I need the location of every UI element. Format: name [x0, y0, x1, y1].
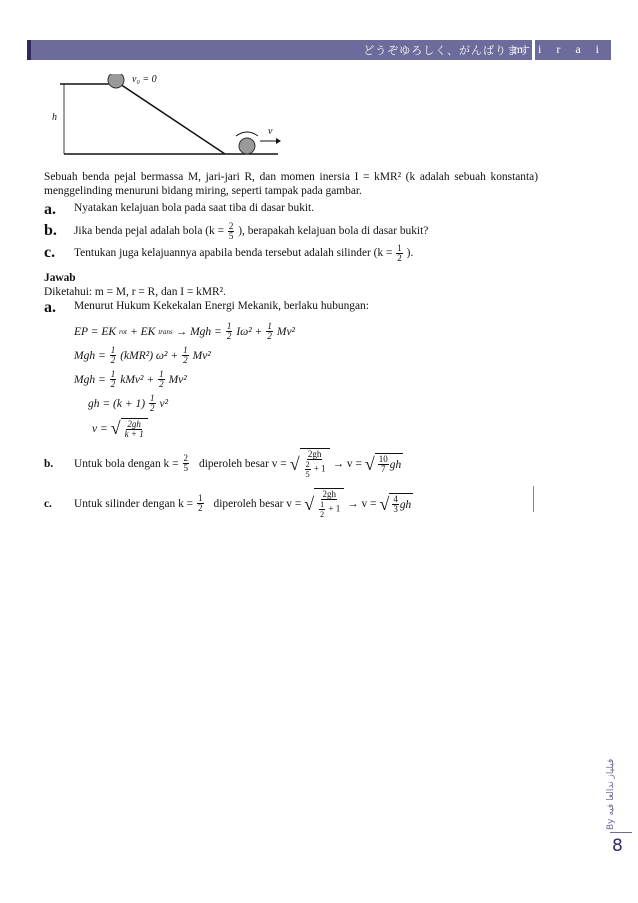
frac-k-c: [197, 494, 204, 513]
frac-num: 2: [305, 460, 310, 469]
gh-term: gh: [389, 458, 402, 471]
answer-c-content: [74, 488, 413, 519]
frac-den: 5: [305, 470, 310, 479]
question-b-text-2: ), berapakah kelajuan bola di dasar bukit?: [238, 225, 429, 238]
frac-half: [158, 370, 165, 389]
problem-text: Sebuah benda pejal bermassa M, jari-jari R, dan momen inersia I = kMR² (k adalah sebuah konstanta) menggelinding menuruni bidang miring, seperti tampak pada gambar.: [44, 171, 538, 197]
frac-num: 1: [226, 321, 232, 331]
page-number: 8: [612, 836, 623, 856]
page-number-rule: [610, 832, 632, 833]
question-c-fraction: [396, 244, 403, 263]
eq3-lhs: Mgh =: [74, 373, 106, 386]
frac-den: 5: [183, 463, 188, 473]
answer-a: [44, 299, 538, 317]
frac-den: 2: [159, 379, 164, 389]
frac-num: 1: [110, 369, 116, 379]
frac-den: k + 1: [124, 429, 144, 439]
eq3-term2: Mv²: [168, 373, 187, 386]
question-c-label: c.: [44, 244, 56, 261]
frac-num: 1: [320, 500, 325, 509]
frac-num: 1: [150, 393, 155, 403]
frac-den: 3: [393, 504, 398, 514]
sqrt-expression: √ $\frac{2gh}{k + 1}$: [111, 418, 148, 439]
frac-den: 2: [110, 355, 116, 365]
sqrt-result: √ $\frac{10}{7}$ gh: [364, 453, 402, 474]
question-a-label: a.: [44, 201, 56, 218]
answer-c: [44, 488, 538, 519]
question-b-label: b.: [44, 222, 57, 239]
frac-den: [317, 500, 341, 519]
frac-num: 1: [198, 493, 203, 503]
answer-c-arrow: → v =: [347, 497, 377, 510]
page-content: [44, 74, 538, 519]
label-h: h: [52, 112, 57, 123]
frac-num: 2: [228, 221, 234, 231]
frac-den: 2: [397, 253, 402, 263]
question-b-text: [74, 222, 538, 241]
question-b-text-1: Jika benda pejal adalah bola (k =: [74, 225, 225, 238]
answer-heading: Jawab: [44, 272, 76, 284]
equation-3: [74, 370, 538, 389]
gh-term: gh: [399, 498, 412, 511]
frac-num: 2: [183, 453, 188, 463]
frac-den: 2: [267, 331, 272, 341]
frac-den: 2: [320, 510, 325, 519]
eq1-sub-rot: rot: [119, 327, 127, 336]
incline-figure: [50, 74, 310, 162]
eq1-lhs: EP = EK: [74, 325, 117, 338]
frac-num: 2gh: [322, 489, 336, 499]
eq2-term2: Mv²: [192, 349, 211, 362]
eq2-term1: (kMR²) ω² +: [120, 349, 179, 362]
frac-den: 5: [228, 231, 234, 241]
question-c-text-2: ).: [406, 247, 414, 260]
equation-4: [88, 394, 538, 413]
eq4-text: gh = (k + 1): [88, 397, 146, 410]
frac-num: 2gh: [127, 419, 141, 429]
answer-c-mid: diperoleh besar v =: [213, 497, 302, 510]
frac-den: [303, 460, 327, 479]
answer-a-label: a.: [44, 299, 56, 316]
frac-den: 2: [198, 503, 203, 513]
scan-edge-mark: [533, 486, 534, 512]
eq3-term1: kMv² +: [120, 373, 155, 386]
side-credit: By فيلياز ندالعا فيه: [606, 758, 616, 830]
label-v0: v₀ = 0: [132, 74, 157, 85]
eq5-lhs: v =: [92, 422, 108, 435]
question-c-text: [74, 244, 538, 263]
answer-b-content: [74, 448, 403, 479]
frac-num: 1: [397, 243, 402, 253]
eq1-arrow: → Mgh =: [175, 325, 222, 338]
equation-2: [74, 346, 538, 365]
sqrt-expression: √ 2gh $\frac{1}{2}$ + 1: [304, 488, 344, 519]
eq1-sub-trans: trans: [158, 327, 173, 336]
question-b: [44, 222, 538, 241]
answer-b-label: b.: [44, 457, 54, 470]
frac-half: [182, 346, 189, 365]
eq1-term1: Iω² +: [236, 325, 263, 338]
answer-b: [44, 448, 538, 479]
eq1-mid: + EK: [129, 325, 156, 338]
frac-num: 1: [183, 345, 188, 355]
sqrt-result: √ $\frac{4}{3}$ gh: [379, 493, 412, 514]
question-b-fraction: [228, 222, 235, 241]
equation-5: [92, 418, 538, 439]
frac-num: 1: [267, 321, 272, 331]
frac-den: 2: [110, 379, 116, 389]
header-tagline: どうぞゆろしく、がんばります: [363, 44, 531, 57]
frac-num: 2gh: [307, 449, 322, 459]
frac-den: 2: [226, 331, 232, 341]
sqrt-expression: √ 2gh $\frac{2}{5}$ + 1: [290, 448, 330, 479]
question-a-text: Nyatakan kelajuan bola pada saat tiba di dasar bukit.: [74, 202, 315, 214]
frac-half: [110, 370, 117, 389]
label-v: v: [268, 126, 273, 137]
answer-b-arrow: → v =: [332, 457, 362, 470]
answer-a-text: Menurut Hukum Kekekalan Energi Mekanik, berlaku hubungan:: [74, 300, 369, 312]
frac-k-b: [183, 454, 190, 473]
answer-c-text: Untuk silinder dengan k =: [74, 497, 194, 510]
frac-half: [226, 322, 233, 341]
frac-half: [266, 322, 273, 341]
equation-1: [74, 322, 538, 341]
question-c-text-1: Tentukan juga kelajuannya apabila benda tersebut adalah silinder (k =: [74, 247, 393, 260]
answer-b-text: Untuk bola dengan k =: [74, 457, 179, 470]
frac-half: [110, 346, 117, 365]
answer-b-mid: diperoleh besar v =: [199, 457, 287, 470]
incline-diagram: [50, 74, 310, 162]
plus-one: + 1: [313, 463, 326, 474]
eq2-lhs: Mgh =: [74, 349, 106, 362]
question-c: [44, 244, 538, 263]
frac-num: 1: [159, 369, 164, 379]
frac-den: 2: [183, 355, 188, 365]
header-brand: m i r a i: [513, 42, 605, 56]
header-bar: [27, 40, 611, 60]
frac-half: [149, 394, 156, 413]
eq4-end: v²: [159, 397, 169, 410]
frac-den: 7: [381, 464, 386, 474]
frac-num: 4: [393, 494, 398, 504]
frac-den: 2: [150, 403, 155, 413]
frac-num: 1: [110, 345, 116, 355]
plus-one: + 1: [328, 503, 341, 514]
frac-num: 10: [378, 454, 388, 464]
question-a: [44, 201, 538, 219]
answer-given: Diketahui: m = M, r = R, dan I = kMR².: [44, 286, 226, 298]
eq1-term2: Mv²: [276, 325, 295, 338]
answer-c-label: c.: [44, 497, 52, 510]
